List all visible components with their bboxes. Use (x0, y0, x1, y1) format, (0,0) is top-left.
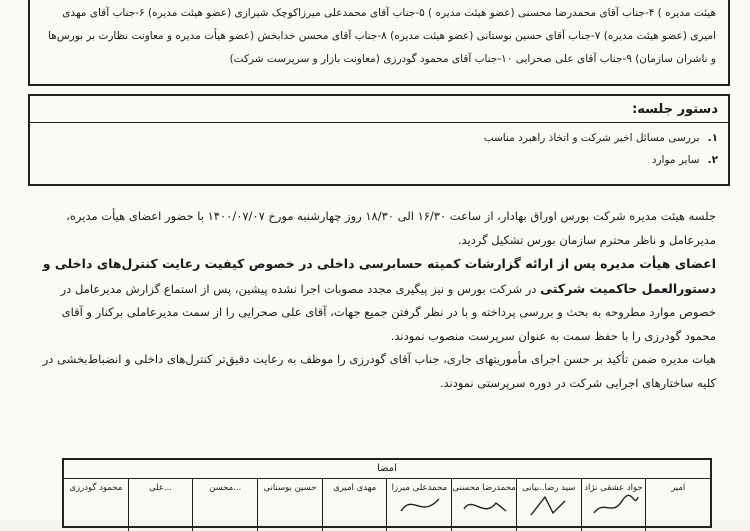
signature-table-header: امضا (64, 460, 710, 479)
signature-cell (516, 479, 581, 531)
agenda-item (40, 149, 718, 171)
signer-name: امیر (671, 483, 686, 493)
signature-row (64, 479, 710, 531)
minutes-paragraph-2-lead: اعضای هیأت مدیره پس از ارائه گزارشات کمیته حسابرسی داخلی در خصوص کیفیت رعایت کنترل‌های داخلی و دستورالعمل حاکمیت شرکتی (42, 256, 716, 296)
agenda-divider (30, 122, 728, 123)
minutes-paragraph-2 (36, 252, 716, 348)
minutes-paragraph-1: جلسه هیئت مدیره شرکت بورس اوراق بهادار، از ساعت ۱۶/۳۰ الی ۱۸/۳۰ روز چهارشنبه مورخ ۱۴۰۰/۰۷/۰۷ با حضور اعضای هیأت مدیره، مدیرعامل و ناظر محترم سازمان بورس تشکیل گردید. (66, 209, 716, 247)
minutes-paragraph-3: هیات مدیره ضمن تأکید بر حسن اجرای مأموریتهای جاری، جناب آقای گودرزی را موظف به رعایت دقیق‌تر کنترل‌های داخلی و انضباط‌بخشی در کلیه ساختارهای اجرایی شرکت در دوره سرپرستی نمودند. (42, 352, 716, 390)
agenda-item-text: بررسی مسائل اخیر شرکت و اتخاذ راهبرد مناسب (483, 132, 700, 144)
minutes-paragraph-2-rest: در شرکت بورس و نیز پیگیری مجدد مصوبات اجرا نشده پیشین، پس از استماع گزارش مدیرعامل در خصوص موارد مطروحه به بحث و بررسی پرداخته و با در نظر گرفتن جمیع جهات، آقای علی صحرایی را از سمت مدیرعاملی برکنار و آقای محمود گودرزی را با حفظ سمت به عنوان سرپرست منصوب نمودند. (60, 281, 716, 343)
signer-name: علی... (148, 483, 173, 493)
agenda-item-text: سایر موارد (651, 154, 700, 166)
agenda-item-number: ۲. (707, 154, 718, 166)
signer-name: محمود گودرزی (69, 483, 123, 493)
signer-name: محسن... (209, 483, 242, 493)
signature-cell (386, 479, 451, 531)
signer-name: جواد عشقی نژاد (584, 483, 643, 493)
signature-table (62, 458, 712, 528)
attendees-line-1: هیئت مدیره ) ۴-جناب آقای محمدرضا محسنی (عضو هیئت مدیره ) ۵-جناب آقای محمدعلی میرزاکوچک شیرازی (عضو هیئت مدیره) ۶-جناب آقای مهدی (62, 7, 716, 19)
signer-name: مهدی امیری (333, 483, 377, 493)
signature-cell (128, 479, 193, 531)
agenda-title: دستور جلسه: (632, 102, 718, 117)
signer-name: حسین بوستانی (263, 483, 317, 493)
attendees-box (28, 0, 730, 86)
signature-cell (645, 479, 710, 531)
attendees-line-3: و ناشران سازمان) ۹-جناب آقای علی صحرایی ۱۰-جناب آقای محمود گودرزی (معاونت بازار و سرپرست شرکت) (229, 53, 716, 65)
signature-cell (192, 479, 257, 531)
signer-name: محمد‌علی میرزا (391, 483, 448, 493)
signature-cell (257, 479, 322, 531)
signer-name: سید رضا..بیانی (522, 483, 576, 493)
signature-cell (322, 479, 387, 531)
signature-cell (451, 479, 516, 531)
handwritten-signature (525, 491, 575, 521)
handwritten-signature (460, 491, 510, 521)
handwritten-signature (395, 491, 445, 521)
signer-name: محمدرضا محسنی (452, 483, 516, 493)
agenda-item-number: ۱. (707, 132, 718, 144)
signature-cell (581, 479, 646, 531)
attendees-line-2: امیری (عضو هیئت مدیره) ۷-جناب آقای حسین بوستانی (عضو هیئت مدیره) ۸-جناب آقای محسن خدابخش (عضو هیأت مدیره و معاونت نظارت بر بورس‌ها (48, 30, 716, 42)
agenda-item (40, 127, 718, 149)
agenda-box (28, 94, 730, 186)
minutes-body (36, 205, 716, 395)
handwritten-signature (590, 491, 640, 521)
signature-cell (64, 479, 128, 531)
